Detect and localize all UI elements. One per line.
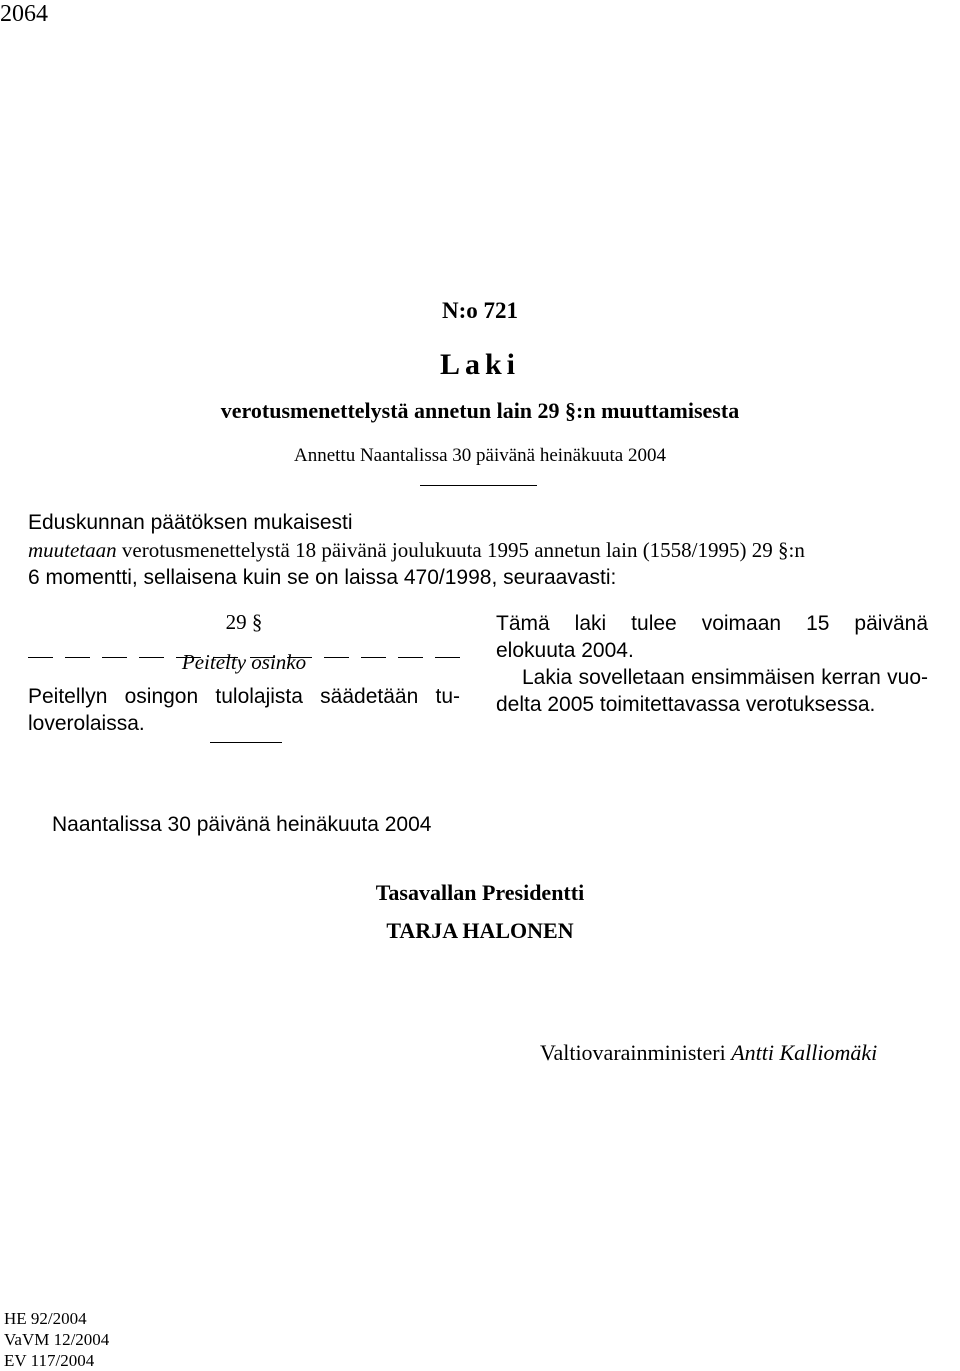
section-body-line-2: loverolaissa. — [28, 712, 145, 735]
preamble-line-3: 6 momentti, sellaisena kuin se on laissa 470/1998, seuraavasti: — [28, 566, 617, 589]
preamble-line-2 — [28, 537, 805, 564]
omission-dashes — [28, 657, 460, 658]
application-line-2: delta 2005 toimitettavassa verotuksessa. — [496, 693, 876, 716]
section-heading: Peitelty osinko — [181, 650, 307, 674]
reference-item: HE 92/2004 — [4, 1309, 87, 1328]
law-subtitle: verotusmenettelystä annetun lain 29 §:n muuttamisesta — [220, 398, 740, 423]
page-number: 2064 — [0, 1, 48, 27]
reference-item: EV 117/2004 — [4, 1351, 95, 1370]
section-number: 29 § — [225, 610, 263, 634]
header-divider — [420, 485, 537, 486]
application-line-1: Lakia sovelletaan ensimmäisen kerran vuo- — [522, 666, 928, 689]
minister-title: Valtiovarainministeri — [540, 1040, 726, 1065]
dash — [324, 657, 349, 658]
section-end-rule — [210, 742, 282, 743]
references — [4, 1308, 109, 1371]
dash — [65, 657, 90, 658]
dash — [176, 657, 201, 658]
reference-item: VaVM 12/2004 — [4, 1330, 110, 1349]
dash — [361, 657, 386, 658]
place-date: Naantalissa 30 päivänä heinäkuuta 2004 — [52, 813, 432, 836]
dash — [250, 657, 275, 658]
dash — [435, 657, 460, 658]
signature-title: Tasavallan Presidentti — [375, 880, 585, 905]
dash — [139, 657, 164, 658]
dash — [398, 657, 423, 658]
dash — [102, 657, 127, 658]
signature-name: TARJA HALONEN — [386, 918, 574, 943]
preamble-line-1: Eduskunnan päätöksen mukaisesti — [28, 511, 353, 534]
dash — [28, 657, 53, 658]
statute-number: N:o 721 — [441, 298, 519, 323]
entry-into-force-line-2: elokuuta 2004. — [496, 639, 634, 662]
law-title: Laki — [439, 348, 521, 381]
minister-line — [540, 1040, 877, 1066]
dash — [213, 657, 238, 658]
entry-into-force-line-1: Tämä laki tulee voimaan 15 päivänä — [496, 612, 928, 635]
minister-name: Antti Kalliomäki — [731, 1040, 878, 1065]
preamble-line-2-text: verotusmenettelystä 18 päivänä joulukuuta 1995 annetun lain (1558/1995) 29 §:n — [121, 538, 805, 562]
section-body-line-1: Peitellyn osingon tulolajista säädetään tu- — [28, 685, 460, 708]
issued-line: Annettu Naantalissa 30 päivänä heinäkuuta 2004 — [294, 445, 666, 466]
preamble-verb: muutetaan — [28, 538, 117, 562]
dash — [287, 657, 312, 658]
